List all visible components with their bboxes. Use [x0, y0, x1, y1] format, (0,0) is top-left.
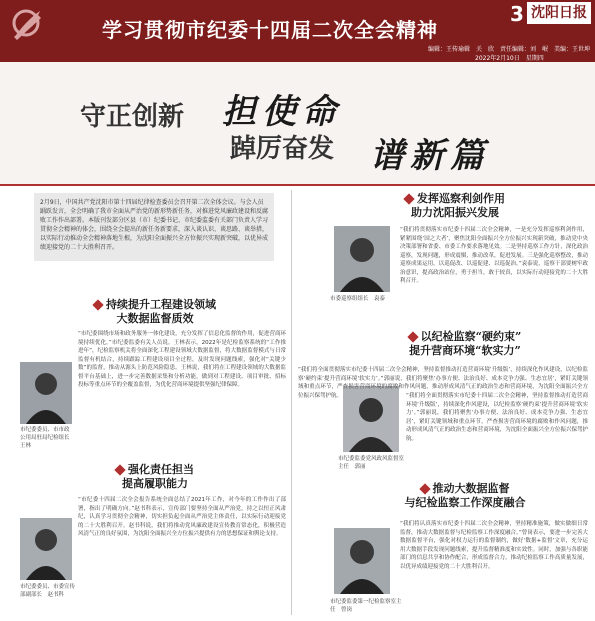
banner-line1-calligraphy: 担使命 — [222, 92, 342, 132]
section-3-title: 发挥巡察利剑作用 助力沈阳振兴发展 — [360, 192, 550, 220]
section-2-body: “市纪委十四届二次全会报告系统全面总结了2021年工作，对今年的工作作出了部署，指出了明确方向。”赵书科表示，宣传部门要坚持全面从严治党，持之以恒正风肃纪，认真学习贯彻全会精神，切实担负起全面从严治党主体责任，以实际行动迎接党的二十大胜利召开。赵书科说，我们将推动党风廉政建设宣传教育常态化，积极营造风清气正的良好氛围，为沈阳全面振兴全方位振兴提供有力的思想保证和舆论支持。 — [78, 497, 286, 537]
page-header — [0, 0, 595, 62]
column-divider — [291, 190, 292, 615]
section-1-body: “市纪委围绕市场和政务服务一体化建设，充分发挥了信息化监督的作用，促进营商环境持续优化。”市纪委监委有关人员说。王林表示，2022年是纪检监察系统的“工作推进年”，纪检监察机关将全面深化工程建设领域大数据监督，将大数据监督模式与日常监督有机结合，持续跟踪工程建设项目全过程，及时发现问题线索，强化对“关键少数”的监督，推动从源头上防范风险隐患。王林说，我们将在工程建设领域的大数据监督平台基础上，进一步完善数据采集和分析功能，做到对工程建设、项目审批、招标投标等重点环节的全覆盖监督，为优化营商环境提供坚强纪律保障。 — [78, 331, 286, 388]
banner-line2-calligraphy: 谱新篇 — [370, 136, 490, 176]
banner-line1-plain: 守正创新 — [80, 102, 185, 132]
page-title: 学习贯彻市纪委十四届二次全会精神 — [102, 18, 438, 42]
banner-line2-plain: 踔厉奋发 — [230, 134, 335, 164]
portrait-photo-yuantai — [334, 226, 390, 292]
portrait-photo-zhaoshuke — [20, 518, 72, 580]
section-5-body: “我们将认真落实市纪委十四届二次全会精神，坚持精准施策，做实做细日常监督，推动大数据监督与纪检监察工作深度融合。”曾岗表示，要进一步完善大数据监督平台，强化对权力运行的监督制约，做好‘数据+监督’文章，充分运用大数据手段发现问题线索，提升监督精准度和实效性。同时，加强与各职能部门的信息共享和协作配合，形成监督合力，推动纪检监察工作高质量发展，以优异成绩迎接党的二十大胜利召开。 — [400, 521, 588, 570]
section-4-caption: 市纪委监委党风政风监督室主任 郭丽 — [338, 456, 405, 470]
party-emblem-icon — [8, 5, 48, 45]
diamond-bullet-icon — [403, 193, 414, 204]
diamond-bullet-icon — [419, 483, 430, 494]
newspaper-masthead: 沈阳日报 — [527, 2, 591, 24]
editor-credits: 编辑：王传瑜辑 关 欣 责任编辑：刘 岷 美编：王世坤 — [428, 46, 591, 53]
diamond-bullet-icon — [407, 331, 418, 342]
section-5-title: 推动大数据监督 与纪检监察工作深度融合 — [404, 482, 526, 509]
portrait-photo-zenggang — [334, 528, 390, 594]
section-2-title: 强化责任担当 提高履职能力 — [70, 463, 240, 491]
section-4-body: “我们将全面贯彻落实市纪委十四届二次全会精神，坚持监督推动打造营商环境‘升级版’，持续深化作风建设，以纪检监察‘硬约束’提升营商环境‘软实力’。”郭丽说，我们将聚焦‘办事方便、法治良好、成本竞争力强、生态宜居’，紧盯关键领域和重点环节，严查损害营商环境的腐败和作风问题，推动形成风清气正的政治生态和营商环境，为沈阳全面振兴全方位振兴保驾护航。 — [406, 393, 588, 442]
portrait-photo-wanglin — [20, 362, 72, 424]
section-4-body-top: “我们将全面贯彻落实市纪委十四届二次全会精神，坚持监督推动打造营商环境‘升级版’，持续深化作风建设，以纪检监察‘硬约束’提升营商环境‘软实力’。”郭丽说，我们将聚焦‘办事方便、法治良好、成本竞争力强、生态宜居’，紧盯关键领域和重点环节，严查损害营商环境的腐败和作风问题，推动形成风清气正的政治生态和营商环境，为沈阳全面振兴全方位振兴保驾护航。 — [298, 367, 588, 399]
intro-box: 2月9日，中国共产党沈阳市第十四届纪律检查委员会召开第二次全体会议。与会人员踊跃发言，全会明确了我市全面从严治党的新形势新任务，对推进党风廉政建设和反腐败工作作出部署。本版刊发部分区县（市）纪委书记、市纪委监委有关部门负责人学习贯彻全会精神的体会，围绕全会提出的新任务新要求，深入谈认识、谈思路、谈举措，以实际行动推动全会精神落地生根，为沈阳全面振兴全方位振兴实现新突破，以优异成绩迎接党的二十大胜利召开。 — [34, 193, 274, 261]
section-4-title: 以纪检监察“硬约束” 提升营商环境“软实力” — [375, 330, 555, 358]
section-5-caption: 市纪委监委第一纪检监察室主任 曾岗 — [330, 599, 402, 613]
portrait-photo-guoli — [343, 386, 399, 452]
section-3-body: “我们将贯彻落实市纪委十四届二次全会精神，一是充分发挥巡察利剑作用，紧紧围绕‘国之大者’，聚焦沈阳全面振兴全方位振兴实现新突破，推动党中央决策部署和省委、市委工作要求落地见效。二是坚持巡察工作方针，深化政治巡察，发现问题，形成震慑，推动改革，促进发展。三是强化巡察整改，推动巡察成果运用，以巡促改、以巡促建、以巡促治。”袁泰说，巡察干部要树牢政治意识，提高政治站位，勇于担当，敢于较真，以实际行动迎接党的二十大胜利召开。 — [400, 227, 588, 284]
section-2-caption: 市纪委委员、市委宣传部副部长 赵书科 — [20, 584, 76, 598]
diamond-bullet-icon — [114, 464, 125, 475]
section-1-caption: 市纪委委员、市市政公用局驻局纪检组长 王林 — [20, 427, 76, 449]
issue-date: 2022年2月10日 星期四 — [475, 55, 544, 62]
page-number: 3 — [510, 2, 524, 26]
diamond-bullet-icon — [92, 299, 103, 310]
section-1-title: 持续提升工程建设领域 大数据监督质效 — [60, 298, 250, 326]
banner-divider — [0, 184, 595, 186]
section-3-caption: 市委巡察组组长 袁泰 — [330, 296, 386, 302]
